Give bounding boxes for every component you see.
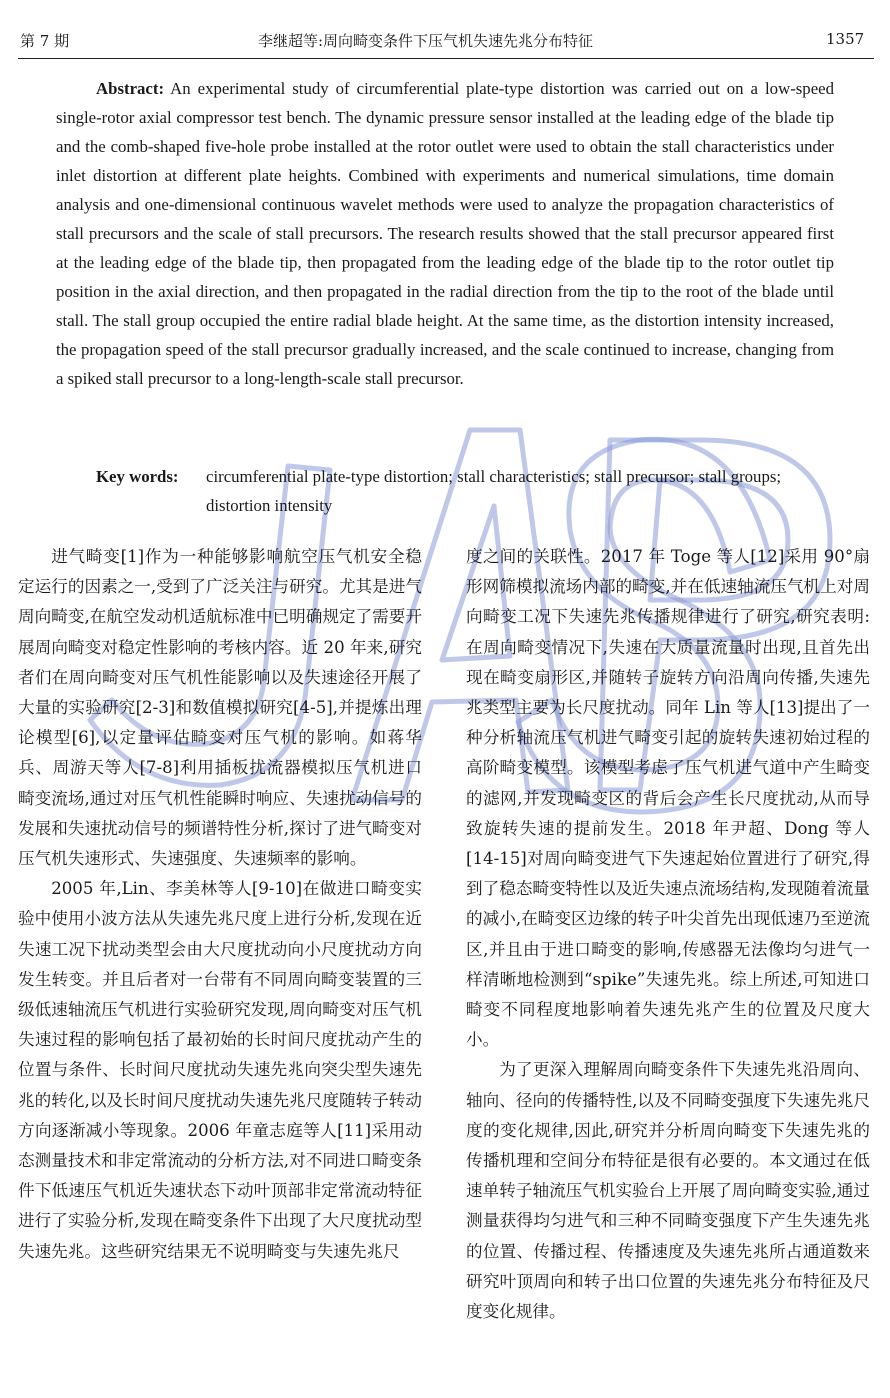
body-paragraph: 进气畸变[1]作为一种能够影响航空压气机安全稳定运行的因素之一,受到了广泛关注与研究。尤其是进气周向畸变,在航空发动机适航标准中已明确规定了需要开展周向畸变对稳定性影响的考核内容。近 20 年来,研究者们在周向畸变对压气机性能影响以及失速途径开展了大量的实验研究[2-3]和数值模拟研究[4-5],并提炼出理论模型[6],以定量评估畸变对压气机的影响。如蒋华兵、周游天等人[7-8]利用插板扰流器模拟压气机进口畸变流场,通过对压气机性能瞬时响应、失速扰动信号的发展和失速扰动信号的频谱特性分析,探讨了进气畸变对压气机失速形式、失速强度、失速频率的影响。 [18,547,422,869]
abstract-text: An experimental study of circumferential plate-type distortion was carried out on a low-speed single-rotor axial compressor test bench. The dynamic pressure sensor installed at the leading edge of the blade tip and the comb-shaped five-hole probe installed at the rotor outlet were used to obtain the stall characteristics under inlet distortion at different plate heights. Combined with experiments and numerical simulations, time domain analysis and one-dimensional continuous wavelet methods were used to analyze the propagation characteristics of stall precursors and the scale of stall precursors. The research results showed that the stall precursor appeared first at the leading edge of the blade tip, then propagated from the leading edge of the blade tip to the rotor outlet tip position in the axial direction, and then propagated in the radial direction from the tip to the root of the blade until stall. The stall group occupied the entire radial blade height. At the same time, as the distortion intensity increased, the propagation speed of the stall precursor gradually increased, and the scale continued to increase, changing from a spiked stall precursor to a long-length-scale stall precursor. [56,79,834,388]
header-title: 李继超等:周向畸变条件下压气机失速先兆分布特征 [258,32,594,50]
header-issue: 第 7 期 [20,32,70,50]
header-rule [18,58,874,59]
keywords-text: circumferential plate-type distortion; stall characteristics; stall precursor; stall groups; distortion intensity [206,467,782,515]
body-paragraph: 度之间的关联性。2017 年 Toge 等人[12]采用 90°扇形网筛模拟流场内部的畸变,并在低速轴流压气机上对周向畸变工况下失速先兆传播规律进行了研究,研究表明:在周向畸变情况下,失速在大质量流量时出现,且首先出现在畸变扇形区,并随转子旋转方向沿周向传播,失速先兆类型主要为长尺度扰动。同年 Lin 等人[13]提出了一种分析轴流压气机进气畸变引起的旋转失速初始过程的高阶畸变模型。该模型考虑了压气机进气道中产生畸变的滤网,并发现畸变区的背后会产生长尺度扰动,从而导致旋转失速的提前发生。2018 年尹超、Dong 等人[14-15]对周向畸变进气下失速起始位置进行了研究,得到了稳态畸变特性以及近失速点流场结构,发现随着流量的减小,在畸变区边缘的转子叶尖首先出现低速乃至逆流区,并且由于进口畸变的影响,传感器无法像均匀进气一样清晰地检测到“spike”失速先兆。综上所述,可知进口畸变不同程度地影响着失速先兆产生的位置及尺度大小。 [466,547,870,1050]
body-left-column [18,542,422,1267]
abstract [56,74,834,393]
keywords-label: Key words: [96,467,179,486]
abstract-label: Abstract: [96,79,165,98]
body-paragraph: 为了更深入理解周向畸变条件下失速先兆沿周向、轴向、径向的传播特性,以及不同畸变强度下失速先兆尺度的变化规律,因此,研究并分析周向畸变下失速先兆的传播机理和空间分布特征是很有必要的。本文通过在低速单转子轴流压气机实验台上开展了周向畸变实验,通过测量获得均匀进气和三种不同畸变强度下产生失速先兆的位置、传播过程、传播速度及失速先兆所占通道数来研究叶顶周向和转子出口位置的失速先兆分布特征及尺度变化规律。 [466,1060,870,1322]
body-paragraph: 2005 年,Lin、李美林等人[9-10]在做进口畸变实验中使用小波方法从失速先兆尺度上进行分析,发现在近失速工况下扰动类型会由大尺度扰动向小尺度扰动方向发生转变。并且后者对一台带有不同周向畸变装置的三级低速轴流压气机进行实验研究发现,周向畸变对压气机失速过程的影响包括了最初始的长时间尺度扰动产生的位置与条件、长时间尺度扰动失速先兆向突尖型失速先兆的转化,以及长时间尺度扰动失速先兆尺度随转子转动方向逐渐减小等现象。2006 年童志庭等人[11]采用动态测量技术和非定常流动的分析方法,对不同进口畸变条件下低速压气机近失速状态下动叶顶部非定常流动特征进行了实验分析,发现在畸变条件下出现了大尺度扰动型失速先兆。这些研究结果无不说明畸变与失速先兆尺 [18,879,422,1261]
header-page: 1357 [826,30,865,48]
body-right-column [466,542,870,1327]
